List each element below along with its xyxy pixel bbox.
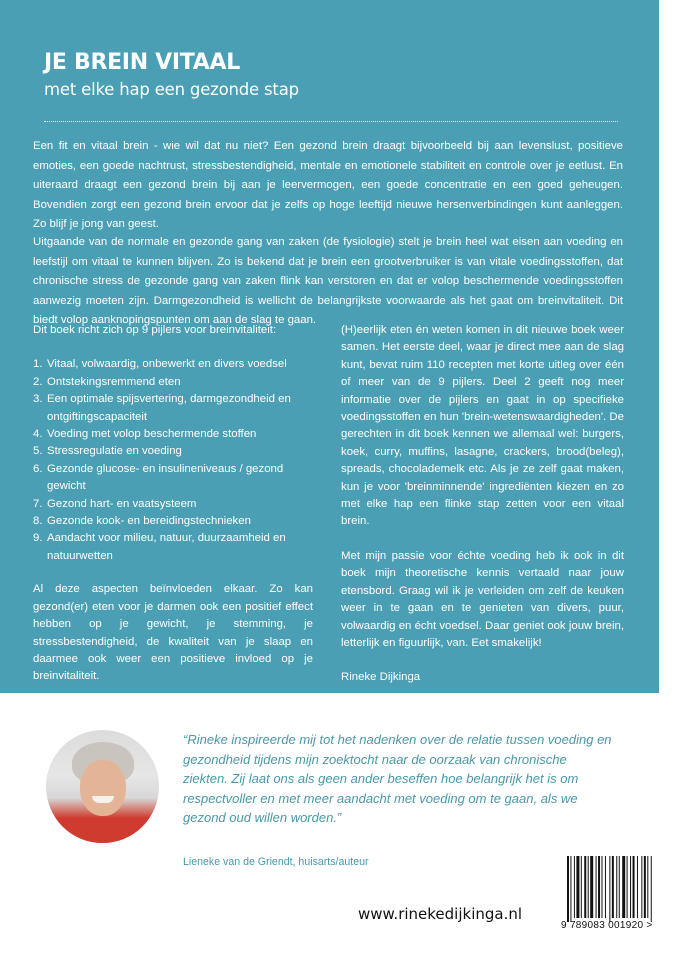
portrait-jacket [46,818,159,843]
barcode-bar [633,856,635,918]
barcode-bar [598,856,600,918]
right-paragraph-2: Met mijn passie voor échte voeding heb ik ook in dit boek mijn theoretische kennis vertaald naar jouw etensbord. Graag wil ik je verleiden om zelf de keuken weer in te gaan en te genieten van divers, puur, volwaardig en écht voedsel. Daar geniet ook jouw brein, letterlijk en figuurlijk, van. Eet smakelijk! [341,549,624,649]
testimonial-portrait-photo [46,730,159,843]
isbn-digits: 9 789083 001920 > [561,920,653,931]
barcode-bars [567,856,661,922]
pillar-number: 5. [33,445,43,458]
barcode-bar [644,856,646,918]
pillar-text: Vitaal, volwaardig, onbewerkt en divers voedsel [47,358,287,371]
pillar-item [33,496,313,513]
intro-paragraph-2: Uitgaande van de normale en gezonde gang van zaken (de fysiologie) stelt je brein heel wat eisen aan voeding en leefstijl om vitaal te kunnen blijven. Zo is bekend dat je brein een grootverbruiker is van vitale voedingsstoffen, dat chronische stress de gezonde gang van zaken flink kan verstoren en dat er volop beschermende voedingsstoffen aanwezig moeten zijn. Darmgezondheid is wellicht de belangrijkste voorwaarde als het gaat om breinvitaliteit. Dit biedt volop aanknopingspunten om aan de slag te gaan. [33,236,623,327]
pillar-item [33,530,313,565]
barcode-bar [612,856,614,918]
barcode-bar [630,856,631,918]
right-paragraph-1: (H)eerlijk eten én weten komen in dit nieuwe boek weer samen. Het eerste deel, waar je direct mee aan de slag kunt, bevat ruim 110 recepten met korte uitleg over één of meer van de 9 pijlers. Deel 2 geeft nog meer informatie over de pijlers en gaat in op specifieke voedingsstoffen en hun 'brein-wetenswaardigheden'. De gerechten in dit boek kennen we allemaal wel: burgers, koek, curry, muffins, lasagne, crackers, brood(beleg), spreads, chocolademelk etc. Als je ze zelf gaat maken, kun je voor 'breinminnende' ingrediënten kiezen en zo met elke hap een flinke stap zetten voor een vitaal brein. [341,324,624,528]
barcode-bar [581,856,582,918]
right-column [341,322,624,687]
barcode-bar [570,856,571,922]
book-subtitle: met elke hap een gezonde stap [44,80,299,99]
pillar-number: 4. [33,428,43,441]
pillar-text: Voeding met volop beschermende stoffen [47,428,257,441]
pillar-number: 1. [33,358,43,371]
portrait-smile [92,796,114,803]
pillar-number: 9. [33,532,43,545]
pillar-number: 2. [33,375,43,388]
pillar-text: Stressregulatie en voeding [47,445,182,458]
barcode-bar [616,856,617,918]
isbn-barcode [567,856,661,922]
barcode-bar [627,856,628,918]
barcode-bar [574,856,575,918]
barcode-bar [622,856,625,918]
barcode-bar [567,856,569,922]
left-column [33,322,313,686]
pillar-number: 8. [33,515,43,528]
barcode-bar [637,856,638,918]
pillar-text: Aandacht voor milieu, natuur, duurzaamheid en natuurwetten [47,532,286,562]
dotted-divider [44,121,618,122]
testimonial-quote: “Rineke inspireerde mij tot het nadenken over de relatie tussen voeding en gezondheid tijdens mijn zoektocht naar de oorzaak van chronische ziekten. Zij laat ons als geen ander beseffen hoe belangrijk het is om respectvoller en met meer aandacht met voeding om te gaan, als we gezond oud willen worden.” [183,732,612,826]
barcode-bar [584,856,586,918]
barcode-bar [588,856,589,918]
intro-paragraph-1: Een fit en vitaal brein - wie wil dat nu niet? Een gezond brein draagt bijvoorbeeld bij aan levenslust, positieve emoties, een goede nachtrust, stressbestendigheid, mentale en emotionele stabiliteit en controle over je eetlust. En uiteraard draagt een gezond brein bij aan je leervermogen, een goede concentratie en een goed geheugen. Bovendien zorgt een gezond brein ervoor dat je zelfs op hoge leeftijd nieuwe hersenverbindingen kunt aanleggen. Zo blijf je jong van geest. [33,140,623,231]
pillar-item [33,391,313,426]
testimonial-author: Lieneke van de Griendt, huisarts/auteur [183,856,369,868]
pillars-intro: Dit boek richt zich op 9 pijlers voor breinvitaliteit: [33,324,277,336]
pillar-item [33,426,313,443]
pillar-number: 7. [33,497,43,510]
pillar-item [33,356,313,373]
barcode-bar [619,856,620,918]
barcode-bar [609,856,610,922]
pillar-item [33,374,313,391]
barcode-bar [596,856,597,918]
pillar-text: Gezonde glucose- en insulineniveaus / gezond gewicht [47,462,284,493]
pillar-text: Gezonde kook- en bereidingstechnieken [47,515,251,528]
pillar-number: 3. [33,393,43,406]
pillar-item [33,443,313,460]
portrait-face [80,760,126,816]
pillar-number: 6. [33,462,43,475]
barcode-bar [647,856,648,918]
pillar-text: Ontstekingsremmend eten [47,375,181,388]
pillar-item [33,461,313,496]
pillar-text: Gezond hart- en vaatsysteem [47,497,197,510]
pillar-text: Een optimale spijsvertering, darmgezondheid en ontgiftingscapaciteit [47,393,291,423]
barcode-bar [605,856,606,918]
pillars-closing-paragraph: Al deze aspecten beïnvloeden elkaar. Zo kan gezond(er) eten voor je darmen ook een positief effect hebben op je gewicht, je stemming, je stressbestendigheid, de kwaliteit van je slaap en daarmee ook weer een positieve invloed op je breinvitaliteit. [33,583,313,683]
book-title: JE BREIN VITAAL [44,50,240,75]
pillar-item [33,513,313,530]
barcode-bar [641,856,642,918]
barcode-bar [602,856,603,918]
barcode-bar [651,856,652,922]
website-url[interactable]: www.rinekedijkinga.nl [358,905,523,923]
pillars-list [33,356,313,565]
barcode-bar [590,856,593,918]
barcode-bar [576,856,579,918]
author-signature: Rineke Dijkinga [341,671,421,684]
